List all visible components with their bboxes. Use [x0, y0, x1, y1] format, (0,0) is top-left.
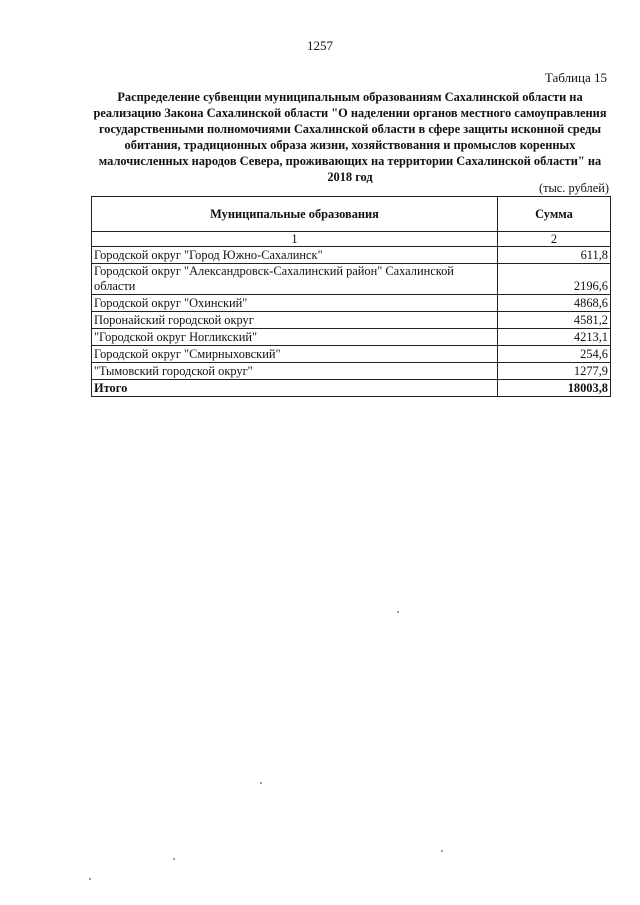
total-amount: 18003,8 [498, 380, 611, 397]
table-header-row [92, 197, 611, 232]
table-row [92, 346, 611, 363]
municipality-name: "Тымовский городской округ" [92, 363, 498, 380]
table-row [92, 264, 611, 295]
table-label: Таблица 15 [544, 70, 607, 85]
scan-speck [173, 858, 175, 860]
subsidy-amount: 4868,6 [498, 295, 611, 312]
page-number: 1257 [307, 38, 333, 53]
scan-speck [89, 878, 91, 880]
column-number-1: 1 [92, 232, 498, 247]
units-label: (тыс. рублей) [538, 181, 609, 195]
document-title: Распределение субвенции муниципальным образованиям Сахалинской области на реализацию Закона Сахалинской области "О наделении органов местного самоуправления государственными полномочиями Сахалинской области в сфере защиты исконной среды обитания, традиционных образа жизни, хозяйствования и промыслов коренных малочисленных народов Севера, проживающих на территории Сахалинской области" на 2018 год [93, 90, 607, 184]
header-municipality: Муниципальные образования [92, 197, 498, 232]
scan-speck [260, 782, 262, 784]
scan-speck [397, 611, 399, 613]
municipality-name: Городской округ "Смирныховский" [92, 346, 498, 363]
table-row [92, 295, 611, 312]
header-sum: Сумма [498, 197, 611, 232]
table-row [92, 363, 611, 380]
table-row [92, 312, 611, 329]
total-label: Итого [92, 380, 498, 397]
subsidy-amount: 4581,2 [498, 312, 611, 329]
subsidy-amount: 611,8 [498, 247, 611, 264]
table-row [92, 329, 611, 346]
table-row [92, 247, 611, 264]
subsidy-amount: 2196,6 [498, 264, 611, 295]
municipality-name: Городской округ "Александровск-Сахалинский район" Сахалинской области [92, 264, 498, 295]
municipality-name: Городской округ "Охинский" [92, 295, 498, 312]
total-row [92, 380, 611, 397]
subsidy-table [91, 196, 611, 397]
subsidy-amount: 1277,9 [498, 363, 611, 380]
column-number-2: 2 [498, 232, 611, 247]
subsidy-amount: 4213,1 [498, 329, 611, 346]
municipality-name: Городской округ "Город Южно-Сахалинск" [92, 247, 498, 264]
municipality-name: "Городской округ Ногликский" [92, 329, 498, 346]
municipality-name: Поронайский городской округ [92, 312, 498, 329]
subsidy-amount: 254,6 [498, 346, 611, 363]
scan-speck [441, 850, 443, 852]
column-number-row [92, 232, 611, 247]
